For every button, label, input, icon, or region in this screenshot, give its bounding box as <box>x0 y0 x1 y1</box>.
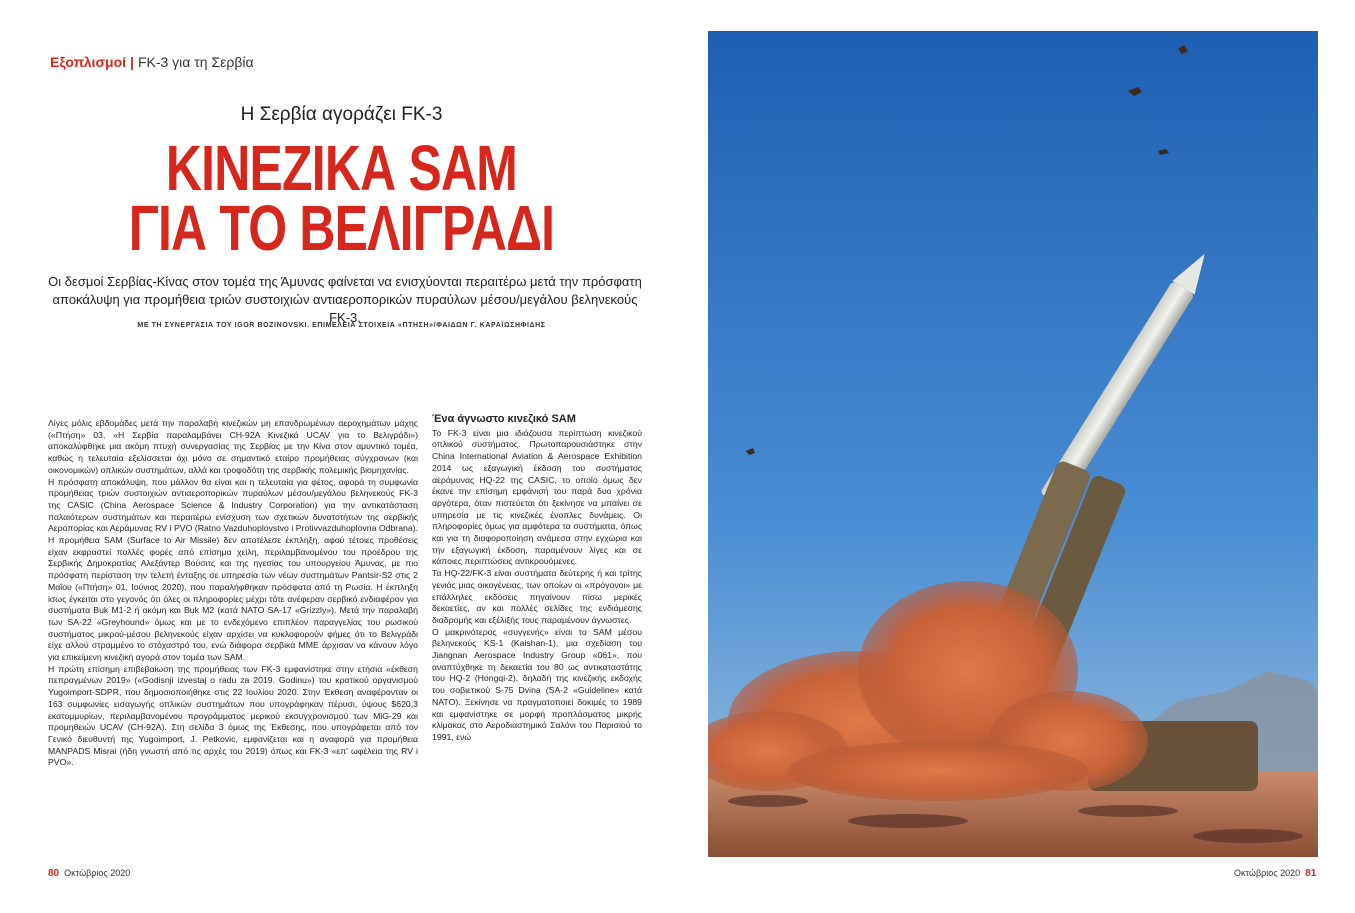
section-separator: | <box>130 54 134 70</box>
page-number-left: 80 <box>48 868 60 879</box>
body-column-1 <box>48 418 418 769</box>
page-number-right: 81 <box>1305 868 1317 879</box>
subheading: Ένα άγνωστο κινεζικό SAM <box>432 413 576 425</box>
section-label <box>50 54 254 70</box>
article-title <box>75 132 608 264</box>
footer-right <box>1234 868 1316 879</box>
body-paragraph: Η πρώτη επίσημη επιβεβαίωση της προμήθειας των FK-3 εμφανίστηκε στην ετήσια «έκθεση πεπραγμένων 2019» («Godisnji izvestaj o radu za 2019. Godinu») του κρατικού οργανισμού Yugoimport-SDPR, που δημοσιοποιήθηκε στις 22 Ιουλίου 2020. Στην Έκθεση αναφέρονταν οι 163 συμφωνίες εισαγωγής οπλικών συστημάτων που υπογράφηκαν πέρυσι, ύψους $620,3 εκατομμυρίων, περιλαμβανομένου προγράμματος μερικού εκσυγχρονισμού των MiG-29 και προμηθειών UCAV (CH-92A). Στη σελίδα 3 όμως της Έκθεσης, που υπογράφεται από τον Γενικό διευθυντή της Yugoimport, J. Petkovic, εμφανίζεται και η αναφορά για προμήθεια MANPADS Misrai (ήδη γνωστή από τις αρχές του 2019) όπως και FK-3 «επ' ωφέλεια της RV i PVO». <box>48 663 418 768</box>
article-title-line1: ΚΙΝΕΖΙΚΑ SAM <box>165 132 518 204</box>
body-paragraph: Λίγες μόλις εβδομάδες μετά την παραλαβή κινεζικών μη επανδρωμένων αεροχημάτων μάχης («Πτήση» 03, «Η Σερβία παραλαμβάνει CH-92A Κινεζικά UCAV για το Βελιγράδι») αποκαλύφθηκε μια ακόμη πτυχή συνεργασίας της Σερβίας με την Κίνα στον αμυντικό τομέα, καθώς η τελευταία εξελίσσεται όχι μόνο σε σημαντικό εταίρο προμήθειας σύγχρονων (και οικονομικών) οπλικών συστημάτων, αλλά και τροφοδότη της σερβικής πολεμικής βιομηχανίας. <box>48 418 418 475</box>
article-lead: Οι δεσμοί Σερβίας-Κίνας στον τομέα της Άμυνας φαίνεται να ενισχύονται περαιτέρω μετά την πρόσφατη αποκάλυψη για προμήθεια τριών συστοιχιών αντιαεροπορικών πυραύλων μέσου/μεγάλου βεληνεκούς FK-3. <box>48 274 642 325</box>
body-paragraph: Η πρόσφατη αποκάλυψη, που μάλλον θα είναι και η τελευταία για φέτος, αφορά τη συμφωνία προμήθειας τριών συστοιχιών αντιαεροπορικών πυραύλων μέσου/μεγάλου βεληνεκούς FK-3 της CASIC (China Aerospace Science & Industry Corporation) για την αντικατάσταση παλαιότερων συστημάτων και περαιτέρω ενίσχυση των σχετικών δυνατοτήτων της σερβικής Αεροπορίας και Αεράμυνας RV i PVO (Ratno Vazduhoplovstvo i Protivvazduhoplovna Odbrana). Η προμήθεια SAM (Surface to Air Missile) δεν αποτέλεσε έκπληξη, αφού τέτοιες προθέσεις είχαν εκφραστεί πολλές φορές από επίσημα χείλη, περιλαμβανομένου του προέδρου της Σερβικής Δημοκρατίας Αλεξάντερ Βούσιτς και της ηγεσίας του υπουργείου Άμυνας, με πιο πρόσφατη περίσταση την τελετή ένταξης σε υπηρεσία των νέων συστημάτων Pantsir-S2 στις 2 Μαΐου («Πτήση» 01, Ιούνιος 2020), που παραλήφθηκαν πρόσφατα από τη Ρωσία. Η έκπληξη ίσως έγκειται στο γεγονός ότι όλες οι πληροφορίες μέχρι τότε ανέφεραν σερβικό ενδιαφέρον για συστήματα Buk M1-2 ή ακόμη και Buk M2 (κατά ΝΑΤΟ SA-17 «Grizzly»). Μετά την παραλαβή των SA-22 «Greyhound» όμως και με το ενδεχόμενο επιπλέον παραγγελίας του ρωσικού συστήματος μικρού-μέσου βεληνεκούς είχαν αρχίσει να κυκλοφορούν φήμες ότι το Βελιγράδι είχε αλλού στραμμένο το στόχαστρό του, ενώ διάφορα σερβικά ΜΜΕ άρχισαν να κάνουν λόγο για επικείμενη κινεζική αγορά στον τομέα των SAM. <box>48 476 418 663</box>
issue-date-right: Οκτώβριος 2020 <box>1234 868 1301 878</box>
issue-date-left: Οκτώβριος 2020 <box>64 868 131 878</box>
article-credits: ΜΕ ΤΗ ΣΥΝΕΡΓΑΣΙΑ ΤΟΥ IGOR BOZINOVSKI. ΕΠΙΜΕΛΕΙΑ ΣΤΟΙΧΕΙΑ «ΠΤΗΣΗ»/ΦΑΙΔΩΝ Γ. ΚΑΡΑΪΩΣΗΦΙΔΗΣ <box>137 322 546 329</box>
section-topic: FK-3 για τη Σερβία <box>137 54 254 70</box>
missile-launch-photo <box>708 31 1318 857</box>
body-column-2 <box>432 414 642 744</box>
body-paragraph: Το FK-3 είναι μια ιδιάζουσα περίπτωση κινεζικού οπλικού συστήματος. Πρωτοπαρουσιάστηκε στην China International Aviation & Aerospace Exhibition 2014 ως εξαγωγική έκδοση του συστήματος αεράμυνας HQ-22 της CASIC, το οποίο όμως δεν έκανε την επίσημη εμφάνισή του παρά δυο χρόνια αργότερα, όταν πιστεύεται ότι ξεκίνησε να μπαίνει σε υπηρεσία με τις κινεζικές ένοπλες δυνάμεις. Οι πληροφορίες όμως για αμφότερα τα συστήματα, όπως και για τη διαφοροποίηση ανάμεσα στην εγχώρια και την εξαγωγική έκδοση, παραμένουν λίγες και σε κάποιες περιπτώσεις αντικρουόμενες. <box>432 427 642 567</box>
article-kicker: Η Σερβία αγοράζει FK-3 <box>240 104 443 125</box>
body-paragraph: Τα HQ-22/FK-3 είναι συστήματα δεύτερης ή και τρίτης γενιάς μιας οικογένειας, των οποίων οι «πρόγονοι» με επάλληλες εκδόσεις πηγαίνουν πίσω μερικές δεκαετίες, αν και πολλές σελίδες της ενδιάμεσης διαδρομής και εξέλιξής τους παραμένουν άγνωστες. <box>432 568 642 625</box>
body-paragraph: Ο μακρινότερος «συγγενής» είναι το SAM μέσου βεληνεκούς KS-1 (Kaishan-1), μια σχεδίαση του Jiangnan Aerospace Industry Group «061», που αναπτύχθηκε τη δεκαετία του 80 ως αντικαταστάτης του HQ-2 (Hongqi-2), δηλαδή της κινεζικής εκδοχής του σοβιετικού S-75 Dvina (SA-2 «Guideline» κατά ΝΑΤΟ). Ξεκίνησε να πραγματοποιεί δοκιμές το 1989 και εμφανίστηκε σε μορφή προπλάσματος μικρής κλίμακας στο Αεροδιαστημικό Σαλόνι του Παρισιού το 1991, ενώ <box>432 626 642 742</box>
article-title-line2: ΓΙΑ ΤΟ ΒΕΛΙΓΡΑΔΙ <box>128 192 555 264</box>
section-name: Εξοπλισμοί <box>50 54 127 70</box>
footer-left <box>48 868 130 879</box>
